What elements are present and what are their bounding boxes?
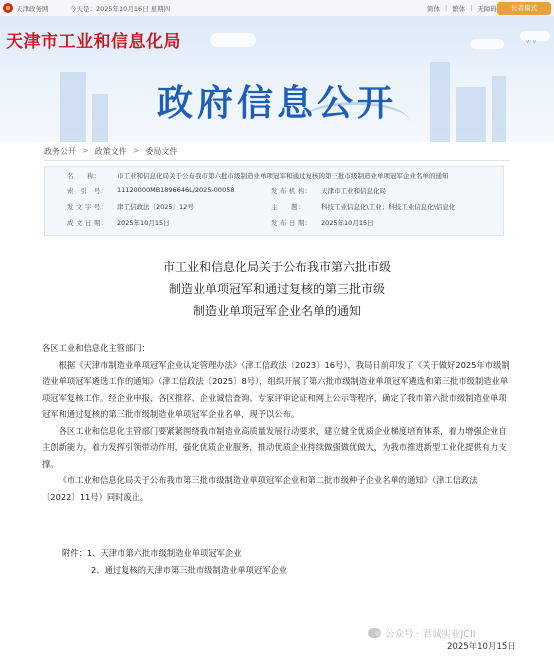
breadcrumb-item-gov-affairs[interactable]: 政务公开: [44, 147, 76, 156]
meta-row-name: [45, 171, 503, 184]
meta-row-index: [45, 186, 503, 199]
breadcrumb-item-policy-docs[interactable]: 政策文件: [94, 147, 127, 156]
section-title: 政府信息公开: [156, 83, 397, 124]
attachment-link-2[interactable]: 2、通过复核的天津市第三批市级制造业单项冠军企业: [91, 565, 288, 575]
meta-row-dates: [45, 218, 503, 231]
accessibility-link[interactable]: 无障碍: [477, 5, 497, 13]
document-body: [42, 340, 510, 505]
meta-docno-label: 发 文 字 号：: [67, 203, 108, 211]
body-paragraph: 《市工业和信息化局关于公布我市第三批市级制造业单项冠军企业和第二批市级种子企业名单的通知》（津工信政法〔2022〕11号）同时废止。: [42, 475, 478, 502]
site-link[interactable]: 天津政务网: [16, 5, 49, 13]
meta-docno-value: 津工信政法〔2025〕12号: [117, 203, 194, 211]
meta-topic-value: 科技工业信息化\工业；科技工业信息化\信息化: [321, 203, 456, 211]
document-title-line: 制造业单项冠军和通过复核的第三批市级: [168, 282, 385, 296]
breadcrumb: [44, 146, 177, 157]
attachment-label: 附件：: [62, 548, 87, 558]
watermark: [368, 626, 476, 640]
breadcrumb-separator: >: [82, 146, 89, 155]
meta-row-docno: [45, 202, 503, 215]
divider: [44, 160, 510, 161]
department-logo-title[interactable]: 天津市工业和信息化局: [6, 32, 181, 52]
meta-issuer-label: 发 布 机 构：: [271, 187, 312, 195]
meta-created-label: 成 文 日 期：: [67, 219, 108, 227]
salutation: 各区工业和信息化主管部门：: [42, 343, 150, 353]
breadcrumb-separator: >: [132, 146, 140, 155]
document-title: [100, 256, 454, 322]
attachment-link-1[interactable]: 1、天津市第六批市级制造业单项冠军企业: [86, 548, 242, 558]
meta-published-value: 2025年10月15日: [321, 219, 374, 227]
traditional-chinese-link[interactable]: 繁体: [452, 5, 466, 13]
attachments: [62, 545, 287, 579]
document-meta-box: [44, 166, 504, 236]
meta-issuer-value: 天津市工业和信息化局: [321, 187, 386, 195]
publish-date: 2025年10月15日: [447, 642, 516, 652]
meta-name-value: 市工业和信息化局关于公布我市第六批市级制造业单项冠军和通过复核的第三批市级制造业单项冠军企业名单的通知: [117, 172, 449, 180]
top-links: 简体 | 繁体 | 无障碍: [427, 4, 497, 13]
bird-icon: ᵛ ᵛ: [526, 39, 537, 49]
breadcrumb-item-bureau-docs[interactable]: 委局文件: [145, 147, 178, 156]
header-banner: [0, 17, 554, 142]
meta-index-value: 11120000MB1896646L/2025-00058: [117, 186, 235, 194]
meta-name-label: 名 称：: [67, 172, 101, 180]
document-title-line: 市工业和信息化局关于公布我市第六批市级: [162, 260, 391, 274]
meta-published-label: 发 布 日 期：: [271, 219, 312, 227]
top-bar: [0, 0, 554, 17]
body-paragraph: 根据《天津市制造业单项冠军企业认定管理办法》（津工信政法〔2023〕16号），我局日前印发了《关于做好2025年市级制造业单项冠军遴选工作的通知》（津工信政法〔2025〕8号），组织开展了第六批市级制造业单项冠军遴选和第三批市级制造业单项冠军复核工作。经企业申报、各区推荐、企业诚信查询、专家评审论证和网上公示等程序，确定了我市第六批市级制造业单项冠军和通过复核的第三批市级制造业单项冠军企业名单，现予以公布。: [42, 359, 510, 419]
body-paragraph: 各区工业和信息化主管部门要紧紧围绕我市制造业高质量发展行动要求，建立健全优质企业梯度培育体系，着力增强企业自主创新能力，着力发挥引领带动作用，强化优质企业服务，推动优质企业持续做强做优做大，为我市推进新型工业化提供有力支撑。: [42, 425, 507, 469]
document-title-line: 制造业单项冠军企业名单的通知: [192, 304, 361, 318]
meta-created-value: 2025年10月15日: [117, 219, 170, 227]
meta-index-label: 索 引 号：: [67, 187, 108, 195]
watermark-text: 公众号 · 君诚实业JCII: [385, 629, 476, 640]
simplified-chinese-link[interactable]: 简体: [427, 5, 440, 13]
meta-topic-label: 主 题：: [271, 203, 305, 211]
wechat-icon: [368, 628, 381, 638]
elder-mode-button[interactable]: 长者模式: [497, 2, 551, 15]
national-emblem-icon: [3, 3, 13, 13]
today-date: 今天是：2025年10月16日 星期四: [70, 5, 171, 13]
